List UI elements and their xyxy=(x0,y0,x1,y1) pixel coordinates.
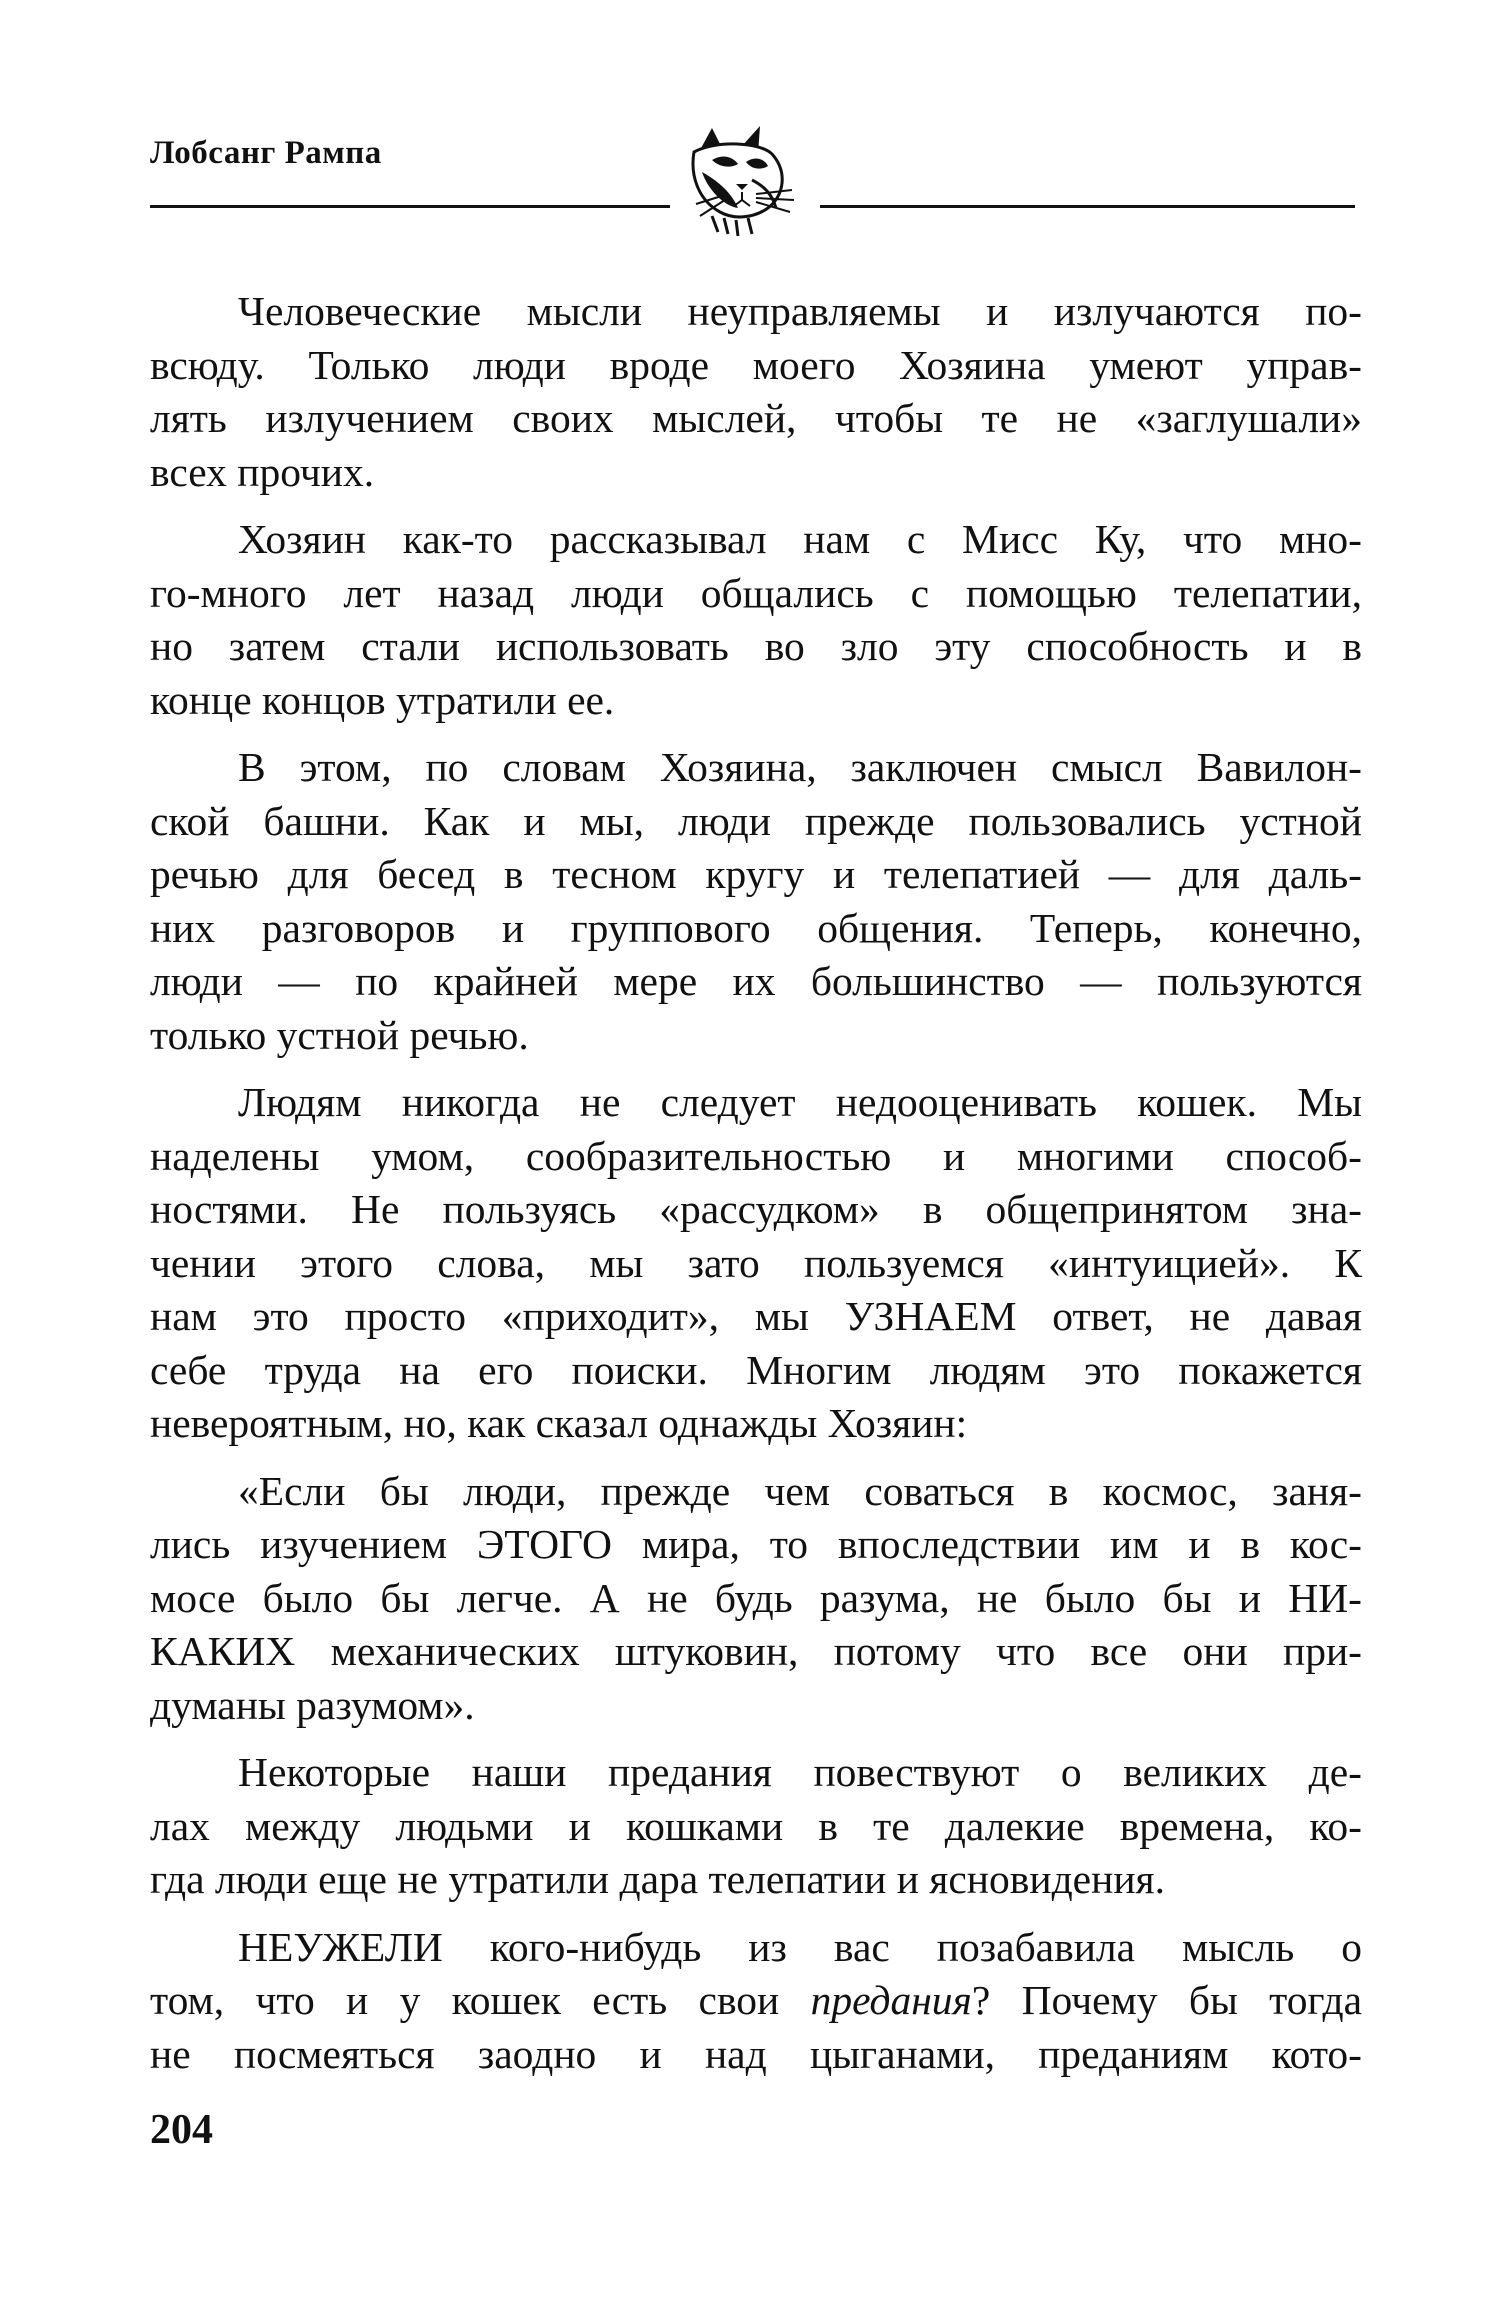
paragraph xyxy=(150,741,1362,1062)
text-line: Людям никогда не следует недооценивать кошек. Мы xyxy=(238,1079,1362,1125)
running-header-author: Лобсанг Рампа xyxy=(150,135,382,171)
cat-head-icon xyxy=(672,120,817,240)
text-line: думаны разумом». xyxy=(150,1681,475,1728)
text-line: го-много лет назад люди общались с помощью телепатии, xyxy=(150,569,1362,616)
body-text xyxy=(150,285,1362,2095)
text-line: невероятным, но, как сказал однажды Хозяин: xyxy=(150,1400,968,1446)
text-line: всех прочих. xyxy=(150,448,375,495)
paragraph xyxy=(150,1076,1362,1451)
text-line: «Если бы люди, прежде чем соваться в космос, заня- xyxy=(238,1467,1362,1514)
text-line: лись изучением ЭТОГО мира, то впоследствии им и в кос- xyxy=(150,1521,1362,1567)
text-line: Некоторые наши предания повествуют о великих де- xyxy=(238,1749,1362,1795)
text-line: них разговоров и группового общения. Теперь, конечно, xyxy=(150,904,1362,951)
paragraph xyxy=(150,285,1362,499)
text-segment: том, что и у кошек есть свои xyxy=(150,1977,811,2023)
text-line: только устной речью. xyxy=(150,1011,529,1058)
text-line: лять излучением своих мыслей, чтобы те не «заглушали» xyxy=(150,395,1362,441)
text-line: конце концов утратили ее. xyxy=(150,676,615,723)
header-rule-left xyxy=(150,205,670,208)
paragraph xyxy=(150,1465,1362,1733)
italic-word: предания xyxy=(810,1977,972,2023)
text-line: мосе было бы легче. А не будь разума, не было бы и НИ- xyxy=(150,1574,1362,1621)
text-line: всюду. Только люди вроде моего Хозяина умеют управ- xyxy=(150,341,1362,388)
text-line: себе труда на его поиски. Многим людям это покажется xyxy=(150,1346,1362,1393)
text-line: речью для бесед в тесном кругу и телепатией — для даль- xyxy=(150,851,1362,897)
text-segment: ? Почему бы тогда xyxy=(971,1977,1362,2023)
paragraph xyxy=(150,513,1362,727)
text-line: люди — по крайней мере их большинство — пользуются xyxy=(150,958,1362,1004)
text-line: но затем стали использовать во зло эту способность и в xyxy=(150,623,1362,669)
text-line-with-italic xyxy=(150,1974,1362,2028)
text-line: Хозяин как-то рассказывал нам с Мисс Ку, что мно- xyxy=(238,516,1362,562)
text-line: В этом, по словам Хозяина, заключен смысл Вавилон- xyxy=(238,744,1362,790)
text-line: лах между людьми и кошками в те далекие времена, ко- xyxy=(150,1802,1362,1849)
text-line: ностями. Не пользуясь «рассудком» в общепринятом зна- xyxy=(150,1186,1362,1232)
text-line: наделены умом, сообразительностью и многими способ- xyxy=(150,1132,1362,1179)
text-line: нам это просто «приходит», мы УЗНАЕМ ответ, не давая xyxy=(150,1293,1362,1339)
text-line: чении этого слова, мы зато пользуемся «интуицией». К xyxy=(150,1239,1362,1286)
paragraph xyxy=(150,1921,1362,2082)
header-rule-right xyxy=(820,205,1355,208)
text-line: НЕУЖЕЛИ кого-нибудь из вас позабавила мысль о xyxy=(238,1923,1362,1970)
text-line: КАКИХ механических штуковин, потому что все они при- xyxy=(150,1628,1362,1674)
text-line: Человеческие мысли неуправляемы и излучаются по- xyxy=(238,288,1362,334)
page-number: 204 xyxy=(150,2107,213,2153)
text-line: гда люди еще не утратили дара телепатии и ясновидения. xyxy=(150,1856,1165,1902)
text-line: не посмеяться заодно и над цыганами, преданиям кото- xyxy=(150,2030,1362,2077)
paragraph xyxy=(150,1746,1362,1907)
text-line: ской башни. Как и мы, люди прежде пользовались устной xyxy=(150,797,1362,844)
